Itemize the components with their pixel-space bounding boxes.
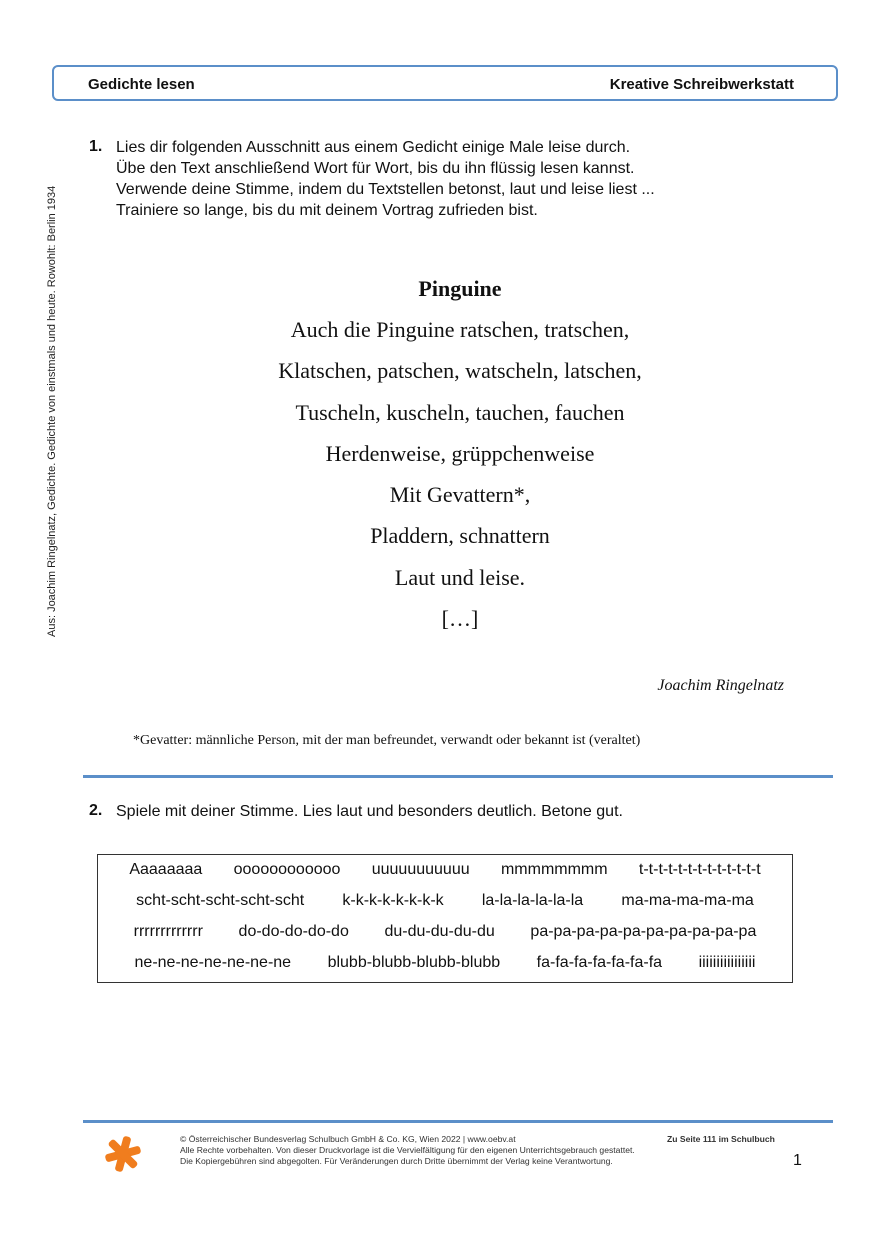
sound-item: k-k-k-k-k-k-k-k [342,892,444,909]
footer-divider [83,1120,833,1123]
sound-item: Aaaaaaaa [129,861,203,878]
task1-number: 1. [89,138,103,155]
footer-copyright [180,1134,635,1167]
side-source-credit: Aus: Joachim Ringelnatz, Gedichte. Gedichte von einstmals und heute. Rowohlt: Berlin 1934 [46,185,58,637]
sound-item: scht-scht-scht-scht-scht [136,892,305,909]
sound-item: t-t-t-t-t-t-t-t-t-t-t-t-t [638,861,761,878]
sound-item: ma-ma-ma-ma-ma [621,892,754,909]
task2-number: 2. [89,802,103,819]
footer-line: Die Kopiergebühren sind abgegolten. Für Veränderungen durch Dritte übernimmt der Verlag keine Verantwortung. [180,1156,613,1166]
header-right-title: Kreative Schreibwerkstatt [609,76,794,93]
sound-exercise-box [97,854,793,983]
sound-item: iiiiiiiiiiiiiiii [698,954,756,971]
poem-line: Tuscheln, kuscheln, tauchen, fauchen [295,399,625,425]
footer-page-reference: Zu Seite 111 im Schulbuch [667,1134,775,1144]
sound-row [98,861,792,879]
task2-instructions: Spiele mit deiner Stimme. Lies laut und besonders deutlich. Betone gut. [116,803,623,820]
sound-item: do-do-do-do-do [238,923,349,940]
poem-line: Klatschen, patschen, watscheln, latschen, [278,358,642,384]
section-divider [83,775,833,778]
sound-item: mmmmmmmm [500,861,608,878]
sound-item: pa-pa-pa-pa-pa-pa-pa-pa-pa-pa [530,923,757,940]
poem-line: Mit Gevattern*, [389,482,531,508]
task1-line: Übe den Text anschließend Wort für Wort, bis du ihn flüssig lesen kannst. [116,160,635,177]
poem-line: Herdenweise, grüppchenweise [325,440,595,466]
sound-item: blubb-blubb-blubb-blubb [327,954,501,971]
task1-instructions [116,137,655,221]
sound-item: la-la-la-la-la-la [481,892,584,909]
poem-line: […] [441,606,479,632]
header-box [52,65,838,101]
sound-row [98,892,792,910]
poem-author: Joachim Ringelnatz [657,677,784,694]
poem [200,268,720,639]
header-left-title: Gedichte lesen [88,76,195,93]
sound-item: du-du-du-du-du [384,923,495,940]
poem-line: Laut und leise. [394,564,526,590]
sound-item: oooooooooooo [233,861,341,878]
page-number: 1 [793,1152,802,1169]
task1-line: Trainiere so lange, bis du mit deinem Vortrag zufrieden bist. [116,202,538,219]
sound-row [98,923,792,941]
footer-line: Alle Rechte vorbehalten. Von dieser Druckvorlage ist die Vervielfältigung für den eigenen Unterrichtsgebrauch gestattet. [180,1145,635,1155]
poem-title: Pinguine [418,276,502,301]
footer-line: © Österreichischer Bundesverlag Schulbuch GmbH & Co. KG, Wien 2022 | www.oebv.at [180,1134,516,1144]
sound-item: ne-ne-ne-ne-ne-ne-ne [134,954,292,971]
sound-item: uuuuuuuuuuu [371,861,470,878]
publisher-logo-icon [104,1135,142,1173]
sound-item: fa-fa-fa-fa-fa-fa-fa [536,954,663,971]
poem-footnote: *Gevatter: männliche Person, mit der man befreundet, verwandt oder bekannt ist (veraltet) [133,733,641,748]
task1-line: Lies dir folgenden Ausschnitt aus einem Gedicht einige Male leise durch. [116,139,631,156]
task1-line: Verwende deine Stimme, indem du Textstellen betonst, laut und leise liest ... [116,181,655,198]
poem-line: Pladdern, schnattern [370,523,550,549]
poem-line: Auch die Pinguine ratschen, tratschen, [290,317,630,342]
sound-row [98,954,792,972]
sound-item: rrrrrrrrrrrrr [133,923,203,940]
